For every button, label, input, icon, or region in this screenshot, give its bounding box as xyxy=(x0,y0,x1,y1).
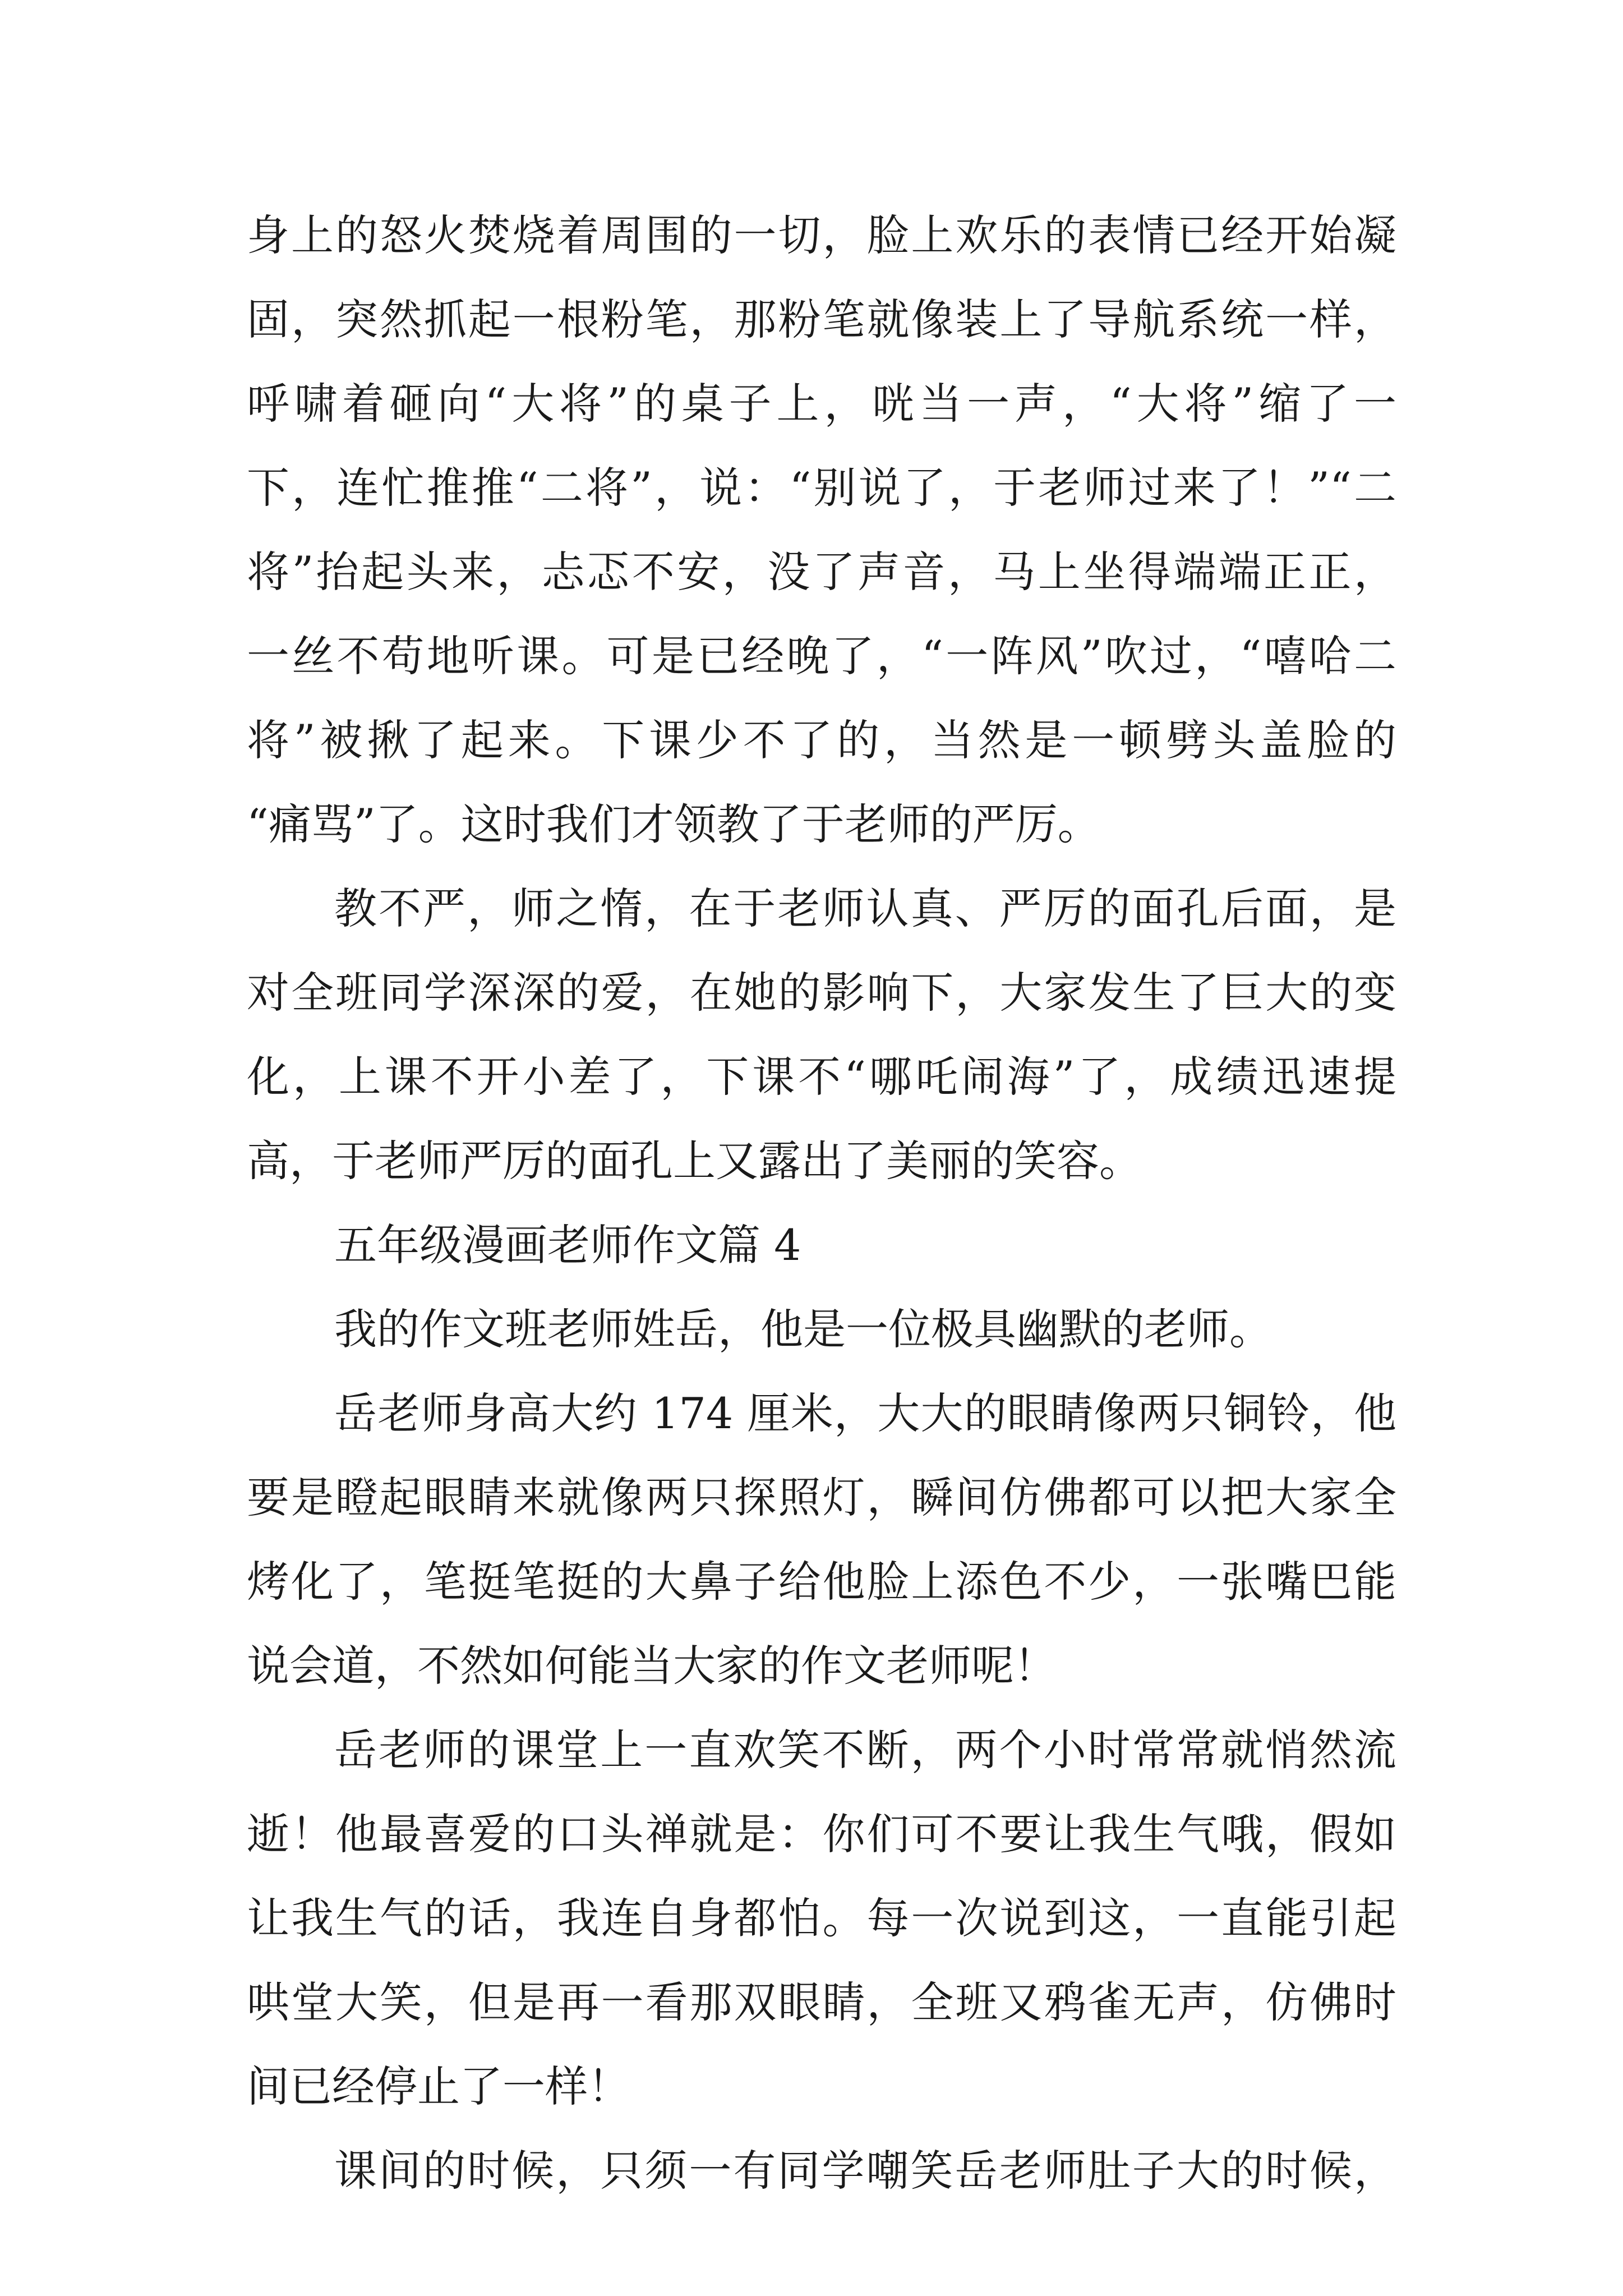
text-line: 逝！他最喜爱的口头禅就是：你们可不要让我生气哦，假如 xyxy=(247,1809,1396,1859)
text-line: 间已经停止了一样！ xyxy=(247,2062,630,2111)
section-heading: 五年级漫画老师作文篇 4 xyxy=(334,1220,801,1270)
text-line: 化，上课不开小差了，下课不“哪吒闹海”了，成绩迅速提 xyxy=(247,1052,1396,1102)
paragraph-first-line: 课间的时候，只须一有同学嘲笑岳老师肚子大的时候， xyxy=(334,2146,1396,2196)
text-line: “痛骂”了。这时我们才领教了于老师的严厉。 xyxy=(247,799,1100,849)
text-line: 高，于老师严厉的面孔上又露出了美丽的笑容。 xyxy=(247,1136,1142,1186)
text-line: 下，连忙推推“二将”，说：“别说了，于老师过来了！”“二 xyxy=(247,463,1396,513)
paragraph-first-line: 岳老师身高大约 174 厘米，大大的眼睛像两只铜铃，他 xyxy=(334,1388,1396,1438)
text-line: 将”抬起头来，忐忑不安，没了声音，马上坐得端端正正， xyxy=(247,547,1396,597)
paragraph-first-line: 岳老师的课堂上一直欢笑不断，两个小时常常就悄然流 xyxy=(334,1725,1396,1775)
text-line: 固，突然抓起一根粉笔，那粉笔就像装上了导航系统一样， xyxy=(247,295,1396,344)
paragraph-first-line: 我的作文班老师姓岳，他是一位极具幽默的老师。 xyxy=(334,1304,1272,1354)
text-line: 烤化了，笔挺笔挺的大鼻子给他脸上添色不少，一张嘴巴能 xyxy=(247,1557,1396,1607)
text-line: 将”被揪了起来。下课少不了的，当然是一顿劈头盖脸的 xyxy=(247,715,1396,765)
text-line: 对全班同学深深的爱，在她的影响下，大家发生了巨大的变 xyxy=(247,968,1396,1018)
text-line: 说会道，不然如何能当大家的作文老师呢！ xyxy=(247,1641,1057,1691)
text-line: 身上的怒火焚烧着周围的一切，脸上欢乐的表情已经开始凝 xyxy=(247,210,1396,260)
text-line: 呼啸着砸向“大将”的桌子上，咣当一声，“大将”缩了一 xyxy=(247,379,1396,429)
text-line: 要是瞪起眼睛来就像两只探照灯，瞬间仿佛都可以把大家全 xyxy=(247,1473,1396,1522)
text-line: 一丝不苟地听课。可是已经晚了，“一阵风”吹过，“嘻哈二 xyxy=(247,631,1396,681)
text-line: 哄堂大笑，但是再一看那双眼睛，全班又鸦雀无声，仿佛时 xyxy=(247,1977,1396,2027)
paragraph-first-line: 教不严，师之惰，在于老师认真、严厉的面孔后面，是 xyxy=(334,884,1396,933)
text-line: 让我生气的话，我连自身都怕。每一次说到这，一直能引起 xyxy=(247,1893,1396,1943)
